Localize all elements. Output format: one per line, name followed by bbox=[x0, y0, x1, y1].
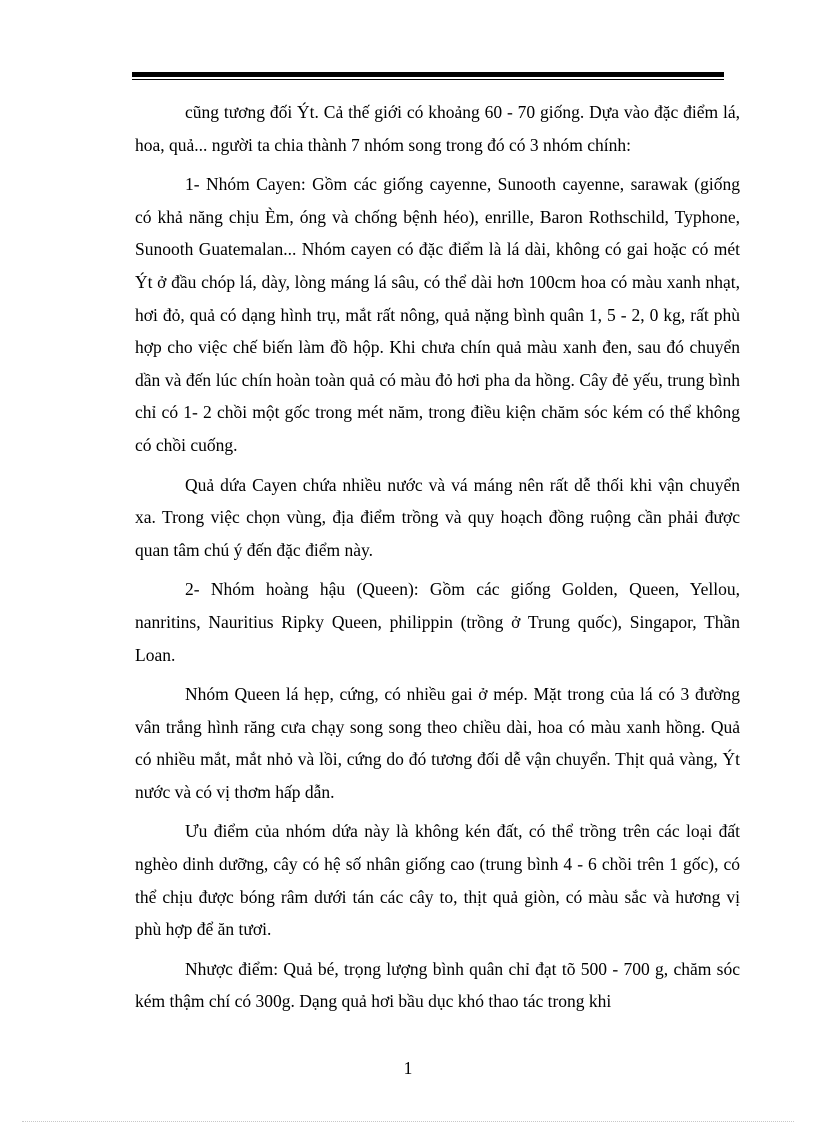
document-body bbox=[135, 96, 740, 1025]
paragraph-queen-disadvantages: Nhược điểm: Quả bé, trọng lượng bình quân chỉ đạt tõ 500 - 700 g, chăm sóc kém thậm chí có 300g. Dạng quả hơi bầu dục khó thao tác trong khi bbox=[135, 958, 740, 1012]
paragraph-intro: cũng tương đối Ýt. Cả thế giới có khoảng 60 - 70 giống. Dựa vào đặc điểm lá, hoa, quả... người ta chia thành 7 nhóm song trong đó có 3 nhóm chính: bbox=[135, 102, 740, 155]
page-bottom-border bbox=[22, 1121, 794, 1122]
paragraph-queen-description: Nhóm Queen lá hẹp, cứng, có nhiều gai ở mép. Mặt trong của lá có 3 đường vân trắng hình răng cưa chạy song song theo chiều dài, hoa có màu xanh hồng. Quả có nhiều mắt, mắt nhỏ và lồi, cứng do đó tương đối dễ vận chuyển. Thịt quả vàng, Ýt nước và có vị thơm hấp dẫn. bbox=[135, 684, 740, 802]
paragraph-cayen-transport: Quả dứa Cayen chứa nhiều nước và vá máng nên rất dễ thối khi vận chuyển xa. Trong việc chọn vùng, địa điểm trồng và quy hoạch đồng ruộng cần phải được quan tâm chú ý đến đặc điểm này. bbox=[135, 474, 740, 560]
page-number: 1 bbox=[403, 1058, 413, 1078]
header-rule-thin bbox=[132, 79, 724, 80]
header-rule-thick bbox=[132, 72, 724, 77]
paragraph-queen-advantages: Ưu điểm của nhóm dứa này là không kén đất, có thể trồng trên các loại đất nghèo dinh dưỡng, cây có hệ số nhân giống cao (trung bình 4 - 6 chồi trên 1 gốc), có thể chịu được bóng râm dưới tán các cây to, thịt quả giòn, có màu sắc và hương vị phù hợp để ăn tươi. bbox=[135, 821, 740, 940]
paragraph-cayen-group: 1- Nhóm Cayen: Gồm các giống cayenne, Sunooth cayenne, sarawak (giống có khả năng chịu Èm, óng và chống bệnh héo), enrille, Baron Rothschild, Typhone, Sunooth Guatemalan... Nhóm cayen có đặc điểm là lá dài, không có gai hoặc có mét Ýt ở đầu chóp lá, dày, lòng máng lá sâu, có thể dài hơn 100cm hoa có màu xanh nhạt, hơi đỏ, quả có dạng hình trụ, mắt rất nông, quả nặng bình quân 1, 5 - 2, 0 kg, rất phù hợp cho việc chế biến làm đồ hộp. Khi chưa chín quả màu xanh đen, sau đó chuyển dần và đến lúc chín hoàn toàn quả có màu đỏ hơi pha da hồng. Cây đẻ yếu, trung bình chỉ có 1- 2 chồi một gốc trong mét năm, trong điều kiện chăm sóc kém có thể không có chồi cuống. bbox=[135, 174, 740, 455]
header-rule bbox=[132, 72, 724, 80]
paragraph-queen-group: 2- Nhóm hoàng hậu (Queen): Gồm các giống Golden, Queen, Yellou, nanritins, Nauritius Ripky Queen, philippin (trồng ở Trung quốc), Singapor, Thần Loan. bbox=[135, 579, 740, 665]
